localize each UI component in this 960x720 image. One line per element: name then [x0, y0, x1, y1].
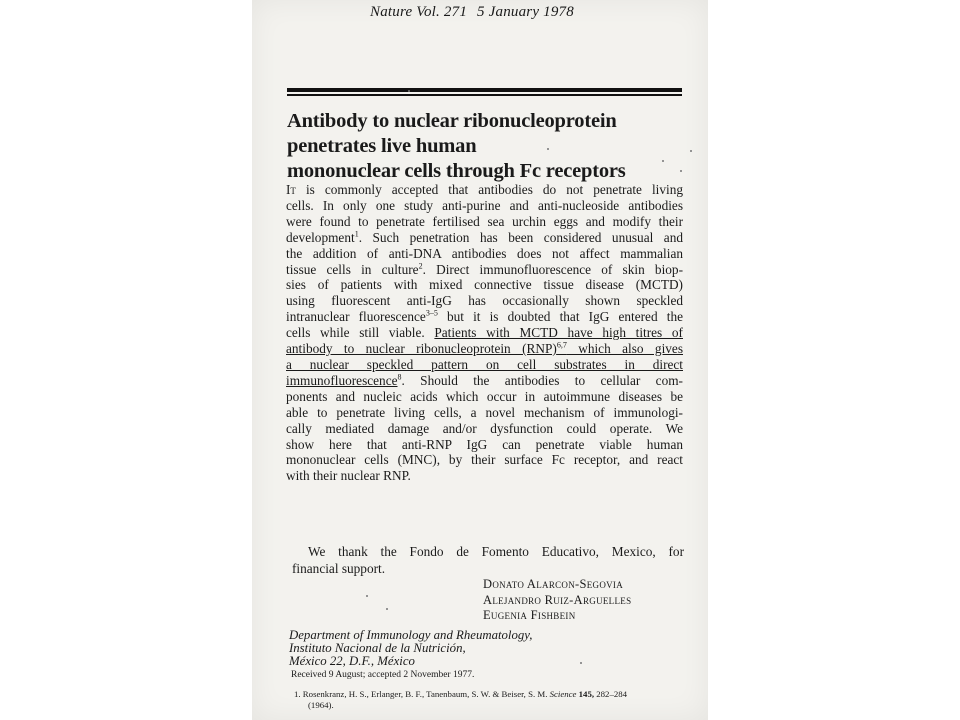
- reference-item: [294, 689, 694, 700]
- body-text-span: but it is doubted that IgG entered the: [437, 309, 683, 325]
- affiliation: [289, 629, 609, 668]
- scan-speck: [680, 170, 682, 172]
- body-text-span: cells while still viable.: [286, 325, 435, 341]
- scan-speck: [366, 595, 368, 597]
- body-line: mononuclear cells (MNC), by their surface Fc receptor, and react: [286, 452, 683, 468]
- body-line: a nuclear speckled pattern on cell substrates in direct: [286, 356, 683, 372]
- body-line: using fluorescent anti-IgG has occasionally shown speckled: [286, 293, 683, 309]
- body-text-span: . Direct immunofluorescence of skin biop-: [422, 261, 683, 277]
- body-line: [286, 309, 683, 325]
- underlined-passage: antibody to nuclear ribonucleoprotein (RNP): [286, 341, 557, 357]
- body-line: [286, 230, 683, 246]
- author-name: Eugenia Fishbein: [483, 608, 576, 622]
- scan-speck: [580, 662, 582, 664]
- body-line: were found to penetrate fertilised sea urchin eggs and modify their: [286, 213, 683, 229]
- body-line: [286, 325, 683, 341]
- body-text-span: is commonly accepted that antibodies do not penetrate living: [295, 182, 683, 197]
- acknowledgement-line: financial support.: [292, 561, 386, 576]
- affiliation-line: Department of Immunology and Rheumatology,: [289, 628, 533, 642]
- acknowledgement-line: We thank the Fondo de Fomento Educativo, Mexico, for: [308, 544, 684, 559]
- ref-marker: 6,7: [556, 340, 567, 350]
- body-line: [286, 182, 683, 198]
- ref-marker: 1: [354, 229, 359, 239]
- ref-marker: 8: [397, 372, 402, 382]
- author-list: [483, 577, 703, 624]
- body-line: sies of patients with mixed connective tissue disease (MCTD): [286, 277, 683, 293]
- body-text-span: . Should the antibodies to cellular com-: [401, 372, 683, 388]
- affiliation-line: México 22, D.F., México: [289, 654, 415, 668]
- body-line: ponents and nucleic acids which occur in autoimmune diseases be: [286, 388, 683, 404]
- title-line: mononuclear cells through Fc receptors: [287, 160, 626, 182]
- scan-speck: [547, 148, 549, 150]
- reference-item-continued: (1964).: [308, 699, 334, 710]
- body-line: show here that anti-RNP IgG can penetrate viable human: [286, 436, 683, 452]
- body-line: able to penetrate living cells, a novel mechanism of immunologi-: [286, 404, 683, 420]
- reference-list: [294, 689, 694, 710]
- author-name: Donato Alarcon-Segovia: [483, 577, 624, 591]
- underlined-passage: immunofluorescence: [286, 372, 398, 388]
- ref-marker: 2: [418, 261, 423, 271]
- scan-speck: [408, 90, 410, 92]
- scan-speck: [690, 150, 692, 152]
- title-rule-thick: [287, 88, 682, 92]
- affiliation-line: Instituto Nacional de la Nutrición,: [289, 641, 466, 655]
- article-title: [287, 109, 682, 184]
- ref-marker: 3–5: [425, 308, 438, 318]
- title-line: penetrates live human: [287, 135, 477, 157]
- drop-word: It: [286, 182, 296, 197]
- body-text-span: tissue cells in culture: [286, 261, 419, 277]
- body-text-span: development: [286, 229, 355, 245]
- acknowledgement: [292, 543, 684, 577]
- title-rule-thin: [287, 94, 682, 96]
- journal-date: 5 January 1978: [476, 4, 574, 20]
- underlined-passage: which also gives: [566, 341, 683, 357]
- body-line: cells. In only one study anti-purine and anti-nucleoside antibodies: [286, 197, 683, 213]
- body-line: [286, 341, 683, 357]
- body-text-span: intranuclear fluorescence: [286, 309, 426, 325]
- reference-pages: 282–284: [594, 689, 628, 699]
- scan-speck: [662, 160, 664, 162]
- author-name: Alejandro Ruiz-Arguelles: [483, 592, 632, 607]
- title-line: Antibody to nuclear ribonucleoprotein: [287, 110, 617, 132]
- body-line: [286, 373, 683, 389]
- scan-speck: [386, 608, 388, 610]
- journal-name: Nature Vol. 271: [370, 4, 468, 20]
- reference-volume: 145,: [576, 689, 595, 699]
- body-text-span: . Such penetration has been considered unusual and: [358, 229, 683, 245]
- body-line: with their nuclear RNP.: [286, 468, 411, 484]
- reference-journal: Science: [549, 689, 577, 699]
- body-line: cally mediated damage and/or dysfunction could operate. We: [286, 420, 683, 436]
- article-body: [286, 182, 683, 484]
- reference-text: 1. Rosenkranz, H. S., Erlanger, B. F., Tanenbaum, S. W. & Beiser, S. M.: [294, 689, 550, 699]
- body-line: [286, 262, 683, 278]
- underlined-passage: Patients with MCTD have high titres of: [434, 325, 683, 341]
- journal-header: [370, 4, 610, 21]
- received-date: Received 9 August; accepted 2 November 1977.: [291, 670, 475, 680]
- body-line: the addition of anti-DNA antibodies does not affect mammalian: [286, 245, 683, 261]
